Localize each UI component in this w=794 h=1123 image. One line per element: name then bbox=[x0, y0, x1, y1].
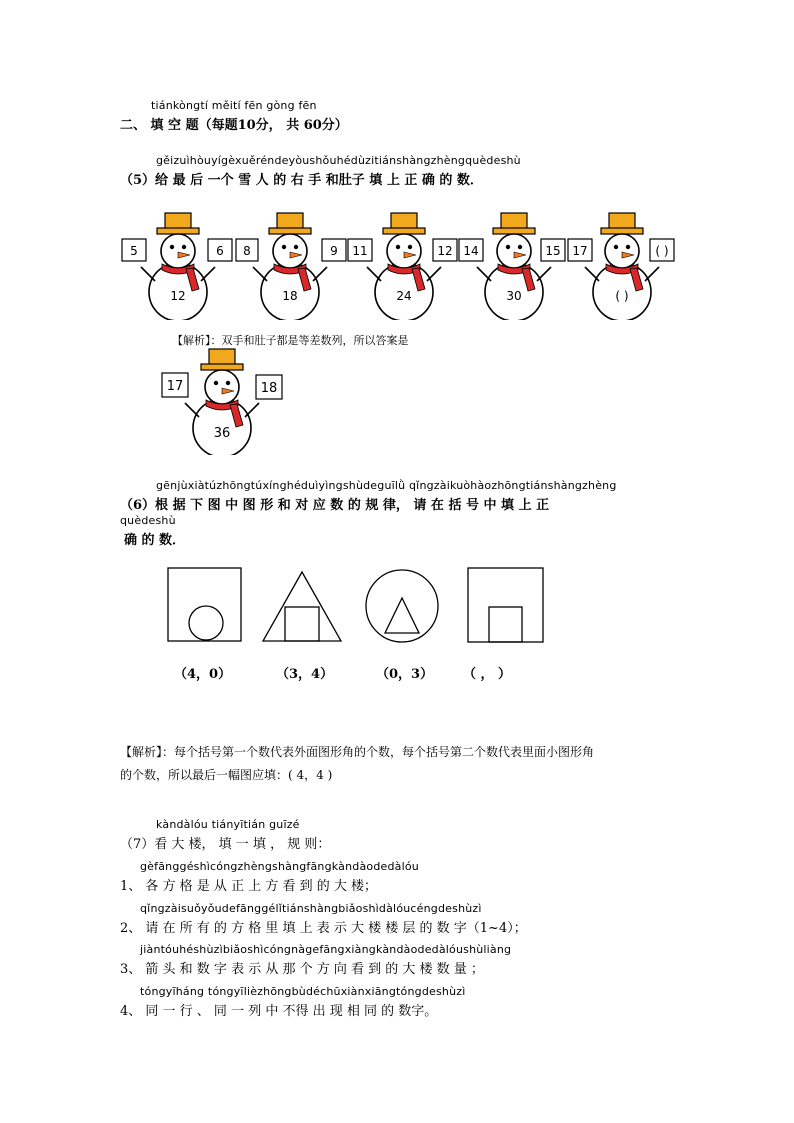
snowman-right-blank: ( ) bbox=[655, 244, 669, 258]
snowman-3 bbox=[348, 213, 457, 320]
q5-analysis: 【解析】：双手和肚子都是等差数列，所以答案是 bbox=[172, 334, 409, 347]
rule-3-text: 3、 箭 头 和 数 字 表 示 从 那 个 方 向 看 到 的 大 楼 数 量 ； bbox=[120, 962, 484, 977]
snowman-left-number: 11 bbox=[352, 244, 368, 258]
snowman-1 bbox=[122, 213, 232, 320]
snowmen-row bbox=[110, 205, 680, 320]
inner-triangle bbox=[385, 598, 419, 633]
rule-3-pinyin: jiàntóuhéshùzìbiǎoshìcóngnàgefāngxiàngkàndàodedàlóushùliàng bbox=[140, 943, 512, 956]
snowman-belly-number: 24 bbox=[396, 289, 412, 303]
answer-left-number: 17 bbox=[166, 379, 184, 394]
figure-label-3: （0，3） bbox=[376, 667, 434, 682]
snowman-left-number: 5 bbox=[130, 244, 138, 258]
rule-1-text: 1、 各 方 格 是 从 正 上 方 看 到 的 大 楼； bbox=[120, 879, 377, 894]
snowman-right-number: 9 bbox=[330, 244, 338, 258]
q6-text-2: 确 的 数． bbox=[124, 533, 186, 548]
inner-circle bbox=[189, 606, 223, 640]
figure-label-2: （3，4） bbox=[276, 667, 334, 682]
inner-square-2 bbox=[489, 607, 522, 642]
inner-square bbox=[285, 607, 319, 641]
rule-1-pinyin: gèfānggéshìcóngzhèngshàngfāngkàndàodedàlóu bbox=[140, 860, 419, 873]
rule-2-text: 2、 请 在 所 有 的 方 格 里 填 上 表 示 大 楼 楼 层 的 数 字（1~4）； bbox=[120, 921, 527, 936]
snowman-belly-number: 18 bbox=[282, 289, 298, 303]
answer-snowman bbox=[150, 345, 290, 455]
snowman-belly-number: 12 bbox=[170, 289, 186, 303]
answer-right-number: 18 bbox=[260, 381, 278, 396]
snowman-right-number: 6 bbox=[216, 244, 224, 258]
answer-belly-number: 36 bbox=[213, 426, 231, 441]
snowman-2 bbox=[236, 213, 346, 320]
q6-analysis-1: 【解析】：每个括号第一个数代表外面图形角的个数，每个括号第二个数代表里面小图形角 bbox=[120, 745, 595, 759]
q6-pinyin-1: gēnjùxiàtúzhōngtúxínghéduìyìngshùdeguīlǜ qǐngzàikuòhàozhōngtiánshàngzhèng bbox=[156, 479, 617, 492]
snowman-5 bbox=[568, 213, 674, 320]
outer-circle bbox=[366, 570, 438, 642]
rule-2-pinyin: qǐngzàisuǒyǒudefānggélǐtiánshàngbiǎoshìdàlóucéngdeshùzì bbox=[140, 902, 482, 915]
outer-square bbox=[168, 568, 241, 641]
outer-square-2 bbox=[468, 568, 543, 642]
snowman-left-number: 17 bbox=[572, 244, 588, 258]
snowman-right-number: 12 bbox=[437, 244, 453, 258]
q5-pinyin: gěizuìhòuyígèxuěréndeyòushǒuhédùzitiánshàngzhèngquèdeshù bbox=[156, 154, 521, 167]
snowman-belly-number: 30 bbox=[506, 289, 522, 303]
rule-4-text: 4、 同 一 行 、 同 一 列 中 不得 出 现 相 同 的 数字。 bbox=[120, 1004, 438, 1019]
q6-pinyin-2: quèdeshù bbox=[120, 514, 176, 527]
q6-analysis-2: 的个数，所以最后一幅图应填：( 4，4 ) bbox=[120, 768, 333, 782]
snowman-4 bbox=[459, 213, 565, 320]
figure-label-1: （4，0） bbox=[174, 667, 232, 682]
section-title: 二、 填 空 题（每题10分， 共 60分） bbox=[120, 118, 348, 133]
snowman-belly-blank: ( ) bbox=[615, 289, 629, 303]
shape-figures bbox=[160, 560, 560, 660]
snowman-right-number: 15 bbox=[545, 244, 561, 258]
snowman-left-number: 8 bbox=[243, 244, 251, 258]
section-title-pinyin: tiánkòngtí měití fēn gòng fēn bbox=[151, 99, 317, 112]
q6-text-1: （6）根 据 下 图 中 图 形 和 对 应 数 的 规 律， 请 在 括 号 中 填 上 正 bbox=[120, 498, 550, 513]
q7-pinyin: kàndàlóu tiányītián guīzé bbox=[156, 818, 300, 831]
q5-text: （5）给 最 后 一个 雪 人 的 右 手 和肚子 填 上 正 确 的 数． bbox=[120, 173, 483, 188]
figure-label-blank: （ ， ） bbox=[463, 667, 512, 682]
q7-text: （7）看 大 楼， 填 一 填 ， 规 则： bbox=[120, 837, 331, 852]
snowman-left-number: 14 bbox=[463, 244, 479, 258]
rule-4-pinyin: tóngyīháng tóngyīlièzhōngbùdéchūxiànxiāngtóngdeshùzì bbox=[140, 985, 466, 998]
